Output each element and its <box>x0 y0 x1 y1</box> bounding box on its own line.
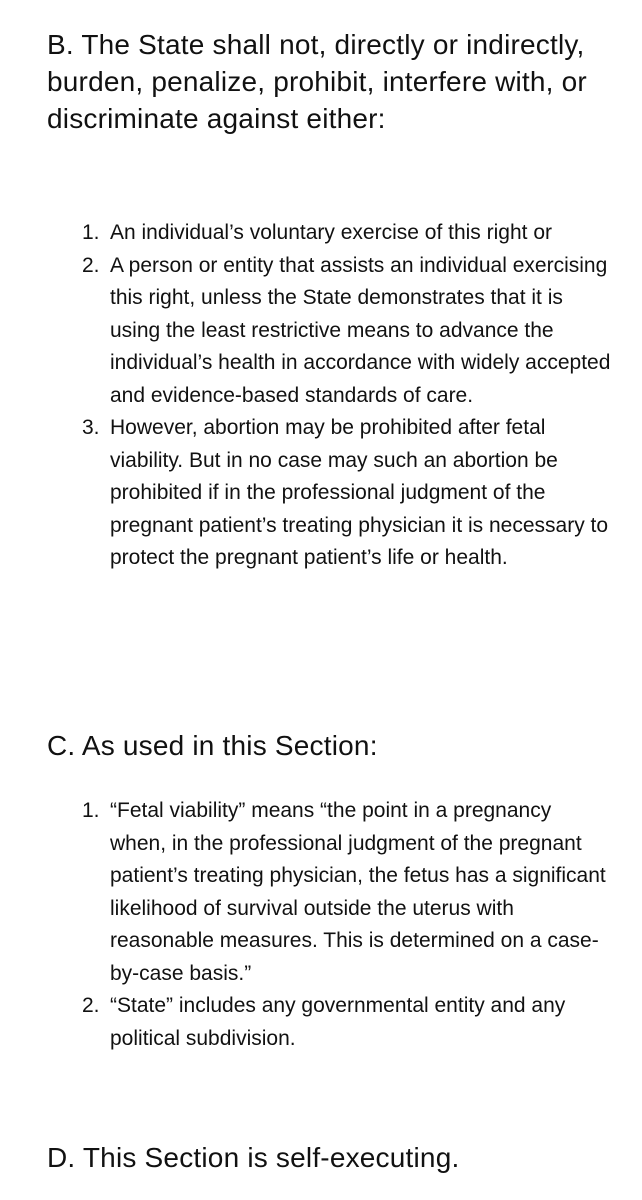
list-item-text: A person or entity that assists an individual exercising this right, unless the State demonstrates that it is using the least restrictive means to advance the individual’s health in accordance with widely accepted and evidence-based standards of care. <box>110 253 611 407</box>
list-item-number: 3. <box>82 416 100 439</box>
section-c-heading: C. As used in this Section: <box>47 730 378 761</box>
section-b-list <box>82 217 612 575</box>
list-item <box>82 217 612 250</box>
list-item-number: 2. <box>82 994 100 1017</box>
list-item-number: 2. <box>82 253 100 277</box>
section-d-heading: D. This Section is self-executing. <box>47 1142 460 1173</box>
list-item <box>82 250 612 413</box>
list-item-text: “Fetal viability” means “the point in a pregnancy when, in the professional judgment of the pregnant patient’s treating physician, the fetus has a significant likelihood of survival outside the uterus with reasonable measures. This is determined on a case-by-case basis.” <box>110 799 606 985</box>
list-item-text: An individual’s voluntary exercise of this right or <box>110 221 552 244</box>
list-item <box>82 795 612 990</box>
list-item-number: 1. <box>82 221 100 244</box>
list-item <box>82 412 612 575</box>
list-item-text: “State” includes any governmental entity and any political subdivision. <box>110 994 566 1050</box>
list-item <box>82 990 612 1055</box>
section-b-heading: B. The State shall not, directly or indirectly, burden, penalize, prohibit, interfere with, or discriminate against either: <box>47 29 587 134</box>
list-item-number: 1. <box>82 799 100 822</box>
list-item-text: However, abortion may be prohibited after fetal viability. But in no case may such an abortion be prohibited if in the professional judgment of the pregnant patient’s treating physician it is necessary to protect the pregnant patient’s life or health. <box>110 416 609 569</box>
section-c-list <box>82 795 612 1055</box>
